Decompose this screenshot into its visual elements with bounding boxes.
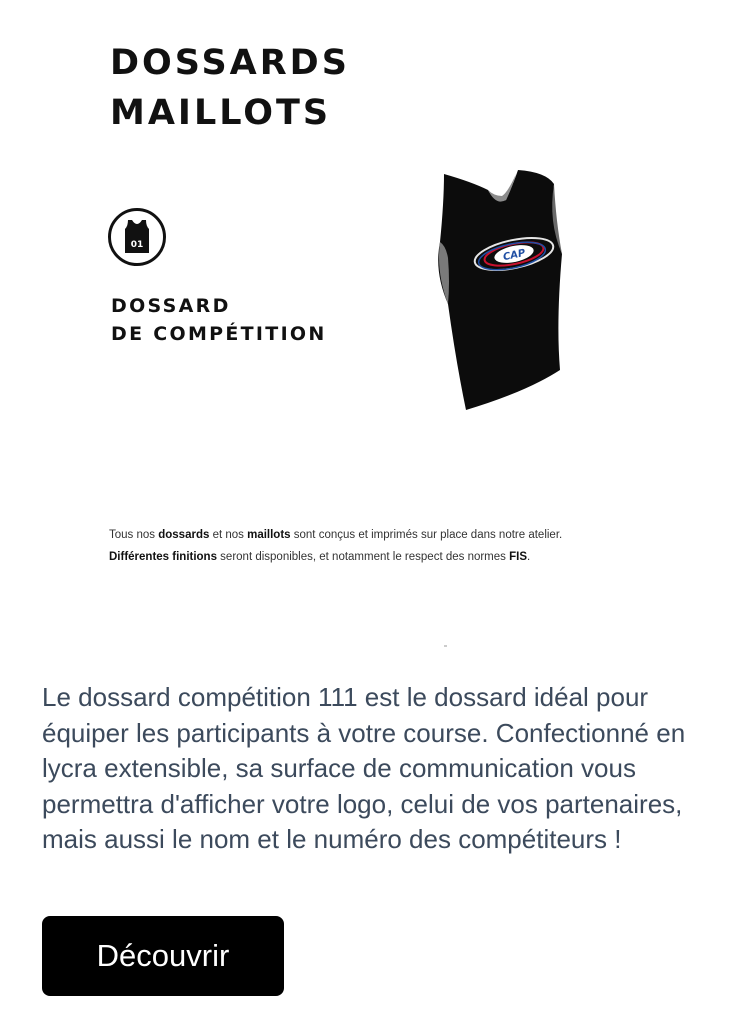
tagline [109,524,669,568]
tagline-text: seront disponibles, et notamment le respect des normes [216,551,510,563]
tagline-text: Tous nos [109,529,159,541]
tagline-text: et nos [209,529,248,541]
jersey-image [426,162,576,417]
jersey-logo-text: CAP [502,247,527,264]
tagline-line-2 [109,546,669,568]
page-title-line-2: MAILLOTS [110,93,332,133]
product-badge [108,208,166,266]
product-subtitle-line-1: DOSSARD [111,295,231,317]
badge-number: 01 [130,240,144,250]
tagline-line-1 [109,524,669,546]
tagline-bold-dossards: dossards [158,529,210,541]
tagline-text: . [527,551,531,563]
tagline-bold-maillots: maillots [247,529,291,541]
product-subtitle-line-2: DE COMPÉTITION [111,323,327,345]
product-description: Le dossard compétition 111 est le dossard idéal pour équiper les participants à votre course. Confectionné en lycra extensible, sa surface de communication vous permettra d'afficher votre logo, celui de vos partenaires, mais aussi le nom et le numéro des compétiteurs ! [42,682,686,854]
jersey-icon [111,211,163,263]
tagline-bold-fis: FIS [509,551,527,563]
discover-button[interactable]: Découvrir [42,916,284,996]
product-subtitle [111,292,327,348]
decorative-dot [444,645,447,647]
tagline-text: sont conçus et imprimés sur place dans notre atelier. [290,529,563,541]
page-title [110,38,350,138]
page-title-line-1: DOSSARDS [110,43,350,83]
tagline-bold-finitions: Différentes finitions [109,551,217,563]
